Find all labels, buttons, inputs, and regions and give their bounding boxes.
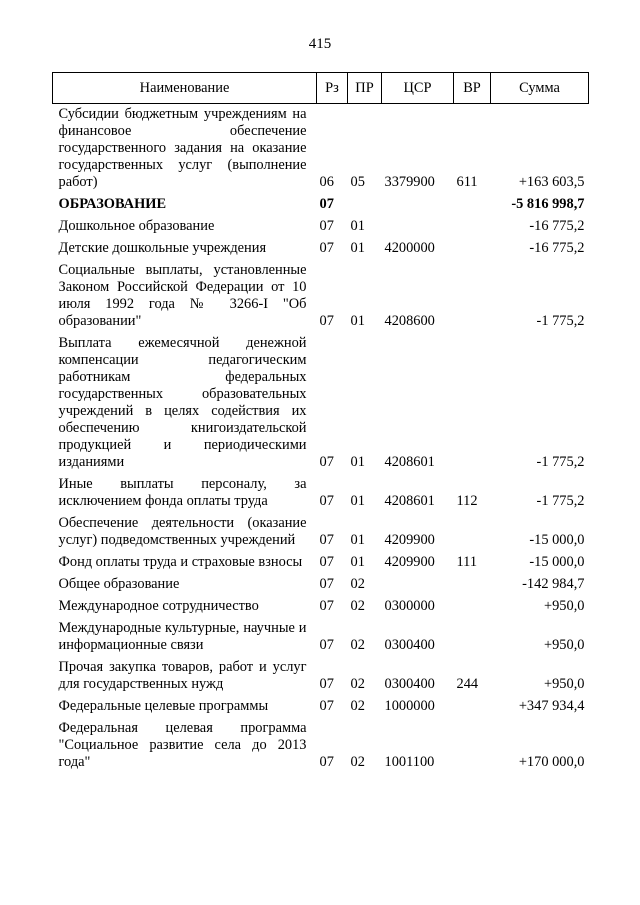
row-sum: +347 934,4 <box>518 698 585 714</box>
row-rz: 07 <box>319 493 334 509</box>
row-vr <box>454 618 491 657</box>
row-pr: 01 <box>350 532 365 548</box>
table-row <box>53 333 589 474</box>
header-rz: Рз <box>317 73 348 104</box>
row-name: Прочая закупка товаров, работ и услуг для государственных нужд <box>58 659 307 692</box>
row-csr: 1000000 <box>384 698 435 714</box>
table-row <box>53 596 589 618</box>
row-vr <box>454 260 491 333</box>
row-name: Выплата ежемесячной денежной компенсации педагогическим работникам федеральных государственных образовательных учреждений в целях содействия их обеспечению книгоиздательской продукцией и периодическими изданиями <box>58 335 307 470</box>
table-row <box>53 513 589 552</box>
row-sum: +950,0 <box>544 676 585 692</box>
row-rz: 07 <box>319 698 334 714</box>
row-csr: 4209900 <box>384 532 435 548</box>
row-rz: 06 <box>319 174 334 190</box>
row-vr: 111 <box>456 554 478 570</box>
row-csr <box>382 574 454 596</box>
row-pr <box>348 194 382 216</box>
row-rz: 07 <box>319 196 334 212</box>
budget-table <box>52 72 589 774</box>
row-name: Дошкольное образование <box>58 218 215 234</box>
row-csr: 4208601 <box>384 493 435 509</box>
header-name: Наименование <box>53 73 317 104</box>
row-vr: 112 <box>456 493 478 509</box>
row-name: Федеральная целевая программа "Социальное развитие села до 2013 года" <box>58 720 307 770</box>
table-row <box>53 104 589 195</box>
row-csr: 3379900 <box>384 174 435 190</box>
row-csr: 0300000 <box>384 598 435 614</box>
row-rz: 07 <box>319 598 334 614</box>
row-pr: 01 <box>350 240 365 256</box>
page-number: 415 <box>308 36 332 52</box>
row-sum: -142 984,7 <box>522 576 585 592</box>
table-row <box>53 260 589 333</box>
row-csr <box>382 194 454 216</box>
row-rz: 07 <box>319 637 334 653</box>
table-header-row <box>53 73 589 104</box>
row-vr: 611 <box>456 174 478 190</box>
row-csr: 4208600 <box>384 313 435 329</box>
row-sum: +163 603,5 <box>518 174 585 190</box>
table-row <box>53 696 589 718</box>
row-pr: 02 <box>350 576 365 592</box>
row-name: Общее образование <box>58 576 180 592</box>
header-vr: ВР <box>454 73 491 104</box>
row-name: Обеспечение деятельности (оказание услуг) подведомственных учреждений <box>58 515 307 548</box>
row-csr: 4209900 <box>384 554 435 570</box>
row-sum: -1 775,2 <box>536 454 585 470</box>
row-rz: 07 <box>319 240 334 256</box>
row-csr: 1001100 <box>384 754 435 770</box>
table-row <box>53 238 589 260</box>
row-rz: 07 <box>319 532 334 548</box>
row-rz: 07 <box>319 676 334 692</box>
row-name: ОБРАЗОВАНИЕ <box>58 196 167 212</box>
row-rz: 07 <box>319 313 334 329</box>
row-sum: -15 000,0 <box>529 554 585 570</box>
row-vr <box>454 696 491 718</box>
header-pr: ПР <box>348 73 382 104</box>
row-name: Фонд оплаты труда и страховые взносы <box>58 554 303 570</box>
row-sum: +170 000,0 <box>518 754 585 770</box>
row-sum: -1 775,2 <box>536 313 585 329</box>
table-row <box>53 474 589 513</box>
row-vr <box>454 216 491 238</box>
table-row <box>53 194 589 216</box>
row-vr <box>454 238 491 260</box>
row-pr: 02 <box>350 676 365 692</box>
row-name: Детские дошкольные учреждения <box>58 240 267 256</box>
row-rz: 07 <box>319 218 334 234</box>
row-pr: 01 <box>350 454 365 470</box>
row-vr <box>454 194 491 216</box>
row-name: Субсидии бюджетным учреждениям на финансовое обеспечение государственного задания на оказание государственных услуг (выполнение работ) <box>58 106 307 190</box>
row-pr: 02 <box>350 698 365 714</box>
table-row <box>53 216 589 238</box>
row-vr <box>454 513 491 552</box>
row-name: Федеральные целевые программы <box>58 698 269 714</box>
row-rz: 07 <box>319 554 334 570</box>
row-rz: 07 <box>319 754 334 770</box>
row-vr <box>454 718 491 774</box>
table-row <box>53 552 589 574</box>
row-name: Международное сотрудничество <box>58 598 259 614</box>
row-pr: 05 <box>350 174 365 190</box>
row-sum: -16 775,2 <box>529 240 585 256</box>
row-vr <box>454 574 491 596</box>
row-csr: 0300400 <box>384 676 435 692</box>
row-name: Социальные выплаты, установленные Законом Российской Федерации от 10 июля 1992 года № 3266-I "Об образовании" <box>58 262 307 329</box>
row-csr: 4200000 <box>384 240 435 256</box>
row-name: Международные культурные, научные и информационные связи <box>58 620 307 653</box>
row-csr: 0300400 <box>384 637 435 653</box>
row-sum: -15 000,0 <box>529 532 585 548</box>
row-vr: 244 <box>456 676 479 692</box>
row-pr: 01 <box>350 218 365 234</box>
row-vr <box>454 596 491 618</box>
row-csr <box>382 216 454 238</box>
row-sum: +950,0 <box>544 598 585 614</box>
row-sum: -1 775,2 <box>536 493 585 509</box>
row-rz: 07 <box>319 454 334 470</box>
row-sum: -5 816 998,7 <box>511 196 585 212</box>
row-rz: 07 <box>319 576 334 592</box>
row-pr: 01 <box>350 554 365 570</box>
table-row <box>53 718 589 774</box>
row-name: Иные выплаты персоналу, за исключением фонда оплаты труда <box>58 476 307 509</box>
row-pr: 01 <box>350 493 365 509</box>
row-pr: 02 <box>350 598 365 614</box>
header-csr: ЦСР <box>382 73 454 104</box>
table-row <box>53 618 589 657</box>
row-csr: 4208601 <box>384 454 435 470</box>
row-pr: 01 <box>350 313 365 329</box>
row-sum: +950,0 <box>544 637 585 653</box>
row-vr <box>454 333 491 474</box>
row-sum: -16 775,2 <box>529 218 585 234</box>
header-sum: Сумма <box>491 73 589 104</box>
table-row <box>53 657 589 696</box>
table-row <box>53 574 589 596</box>
row-pr: 02 <box>350 637 365 653</box>
row-pr: 02 <box>350 754 365 770</box>
